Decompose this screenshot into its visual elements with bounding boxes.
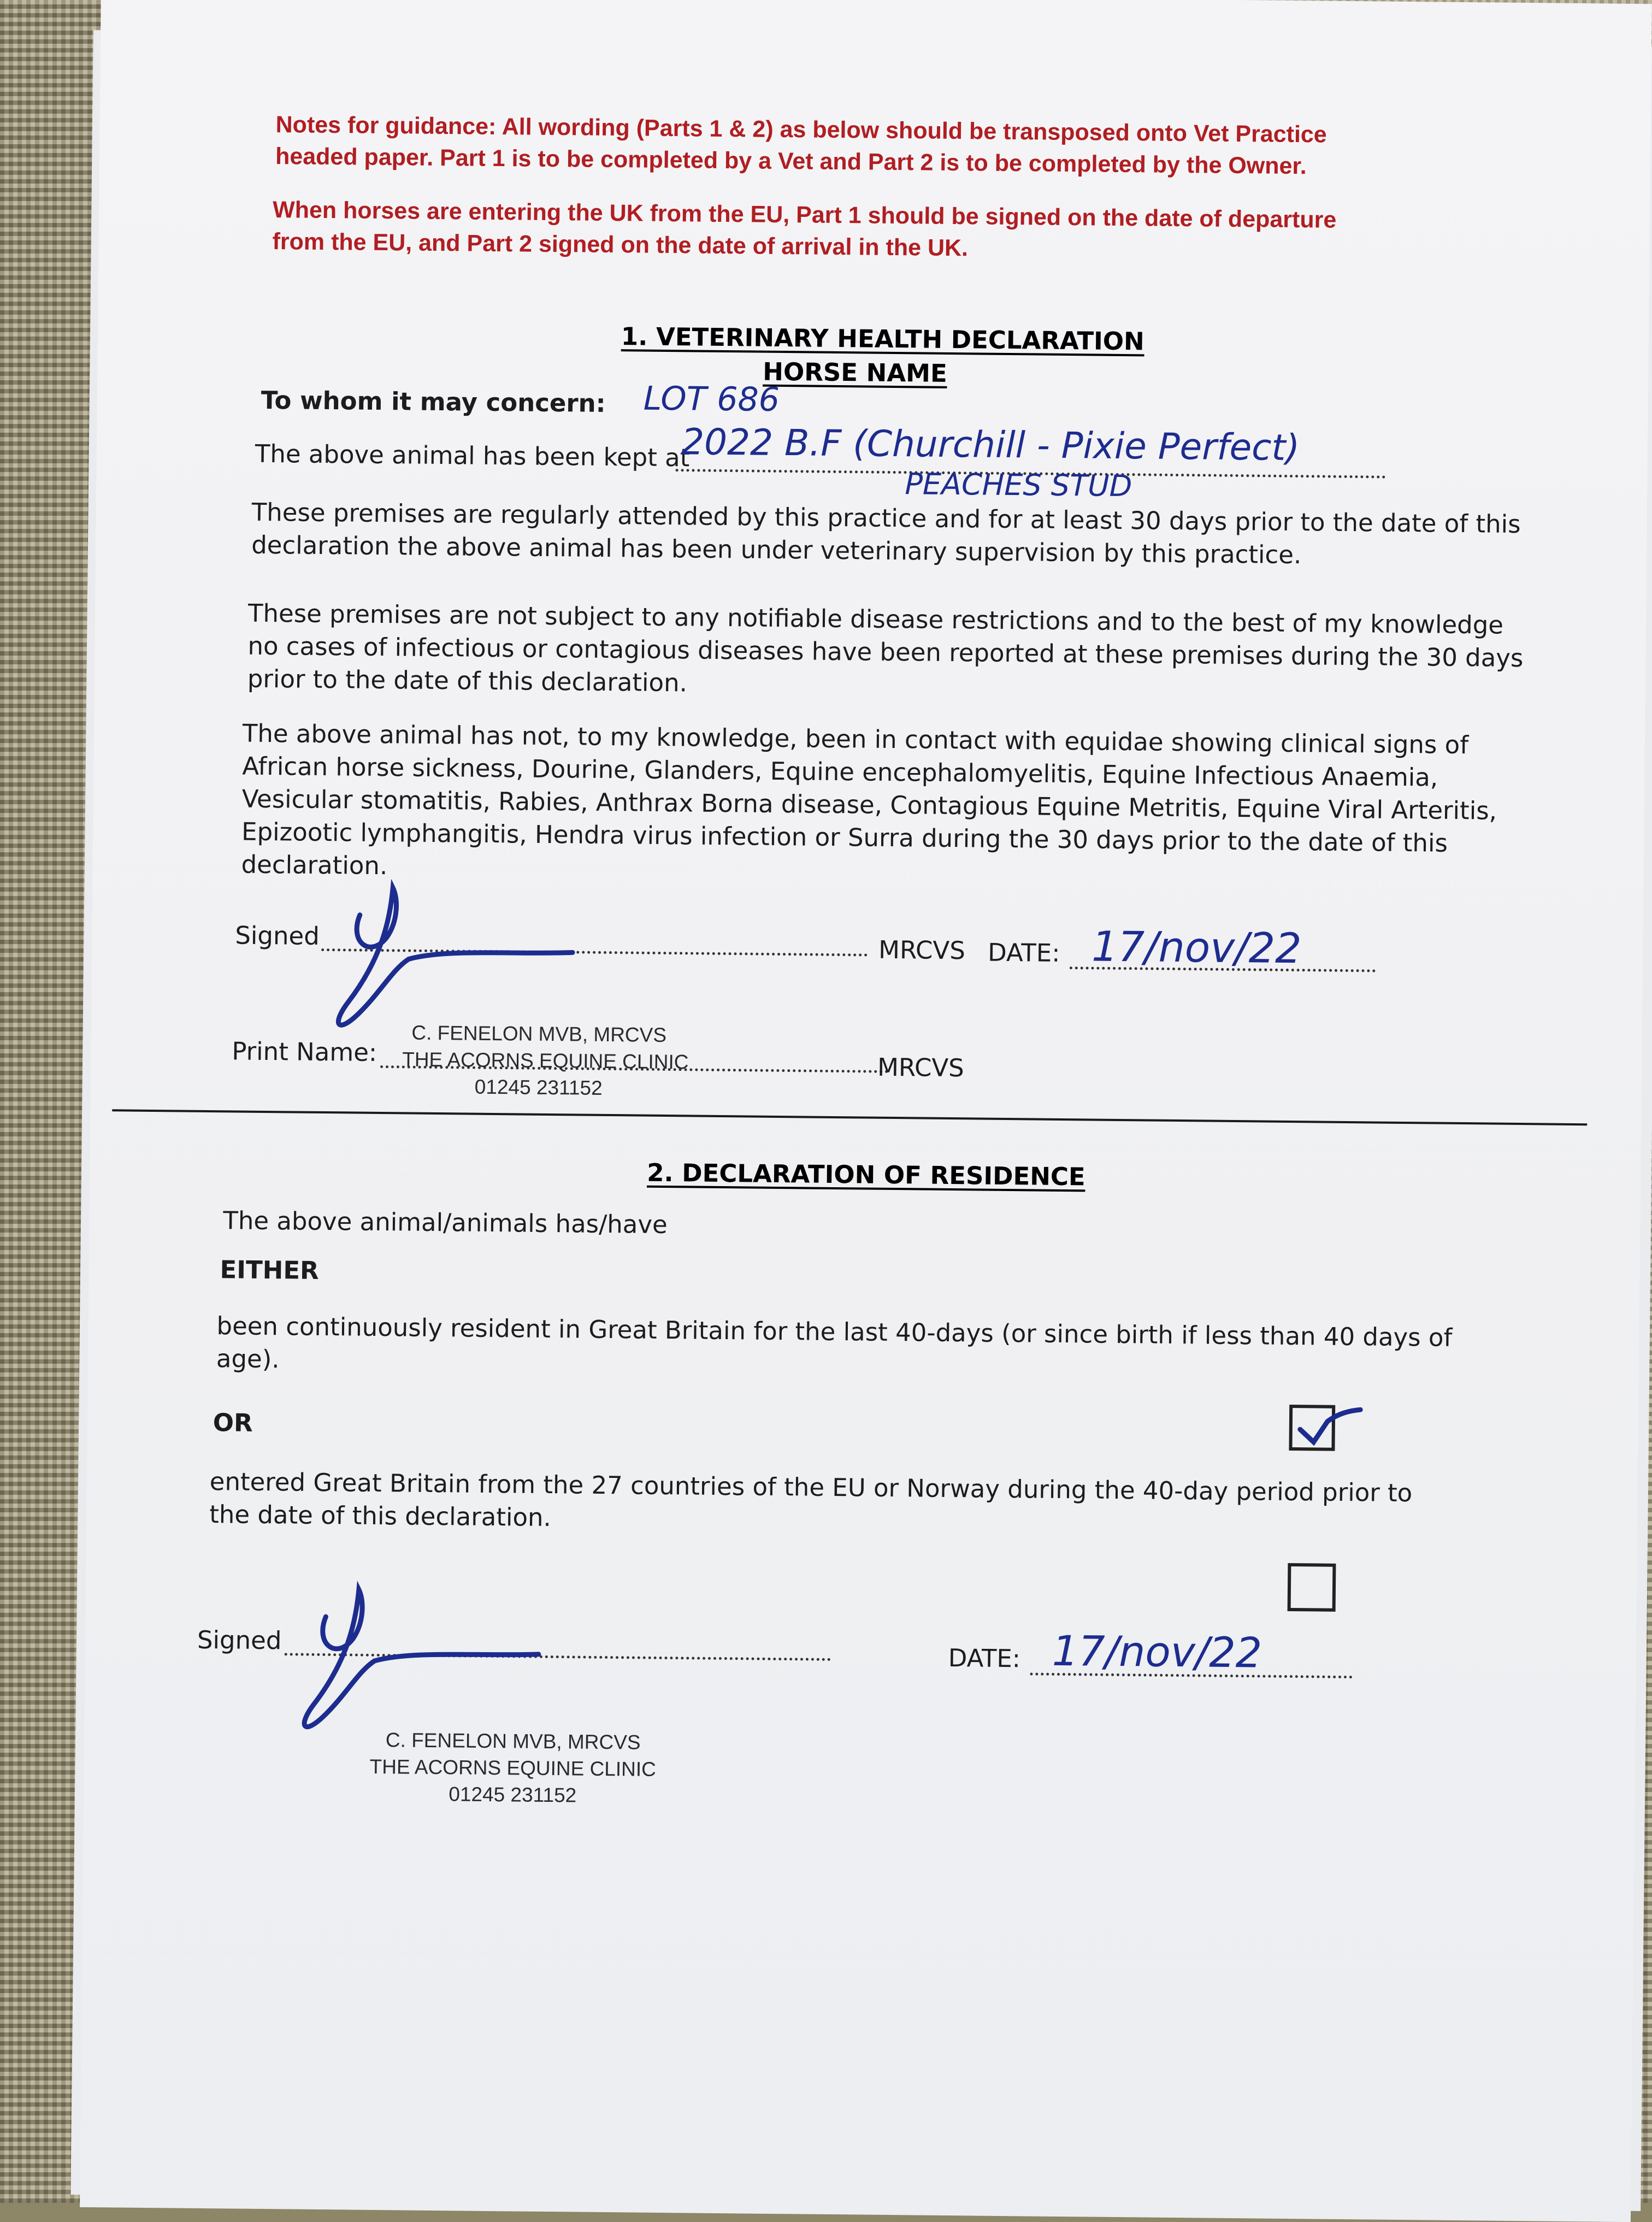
print-name-label: Print Name: bbox=[232, 1036, 377, 1067]
or-label: OR bbox=[213, 1408, 253, 1437]
paragraph-supervision bbox=[251, 496, 1521, 574]
paragraph-line: the date of this declaration. bbox=[209, 1500, 552, 1533]
paragraph-line: declaration. bbox=[241, 850, 388, 881]
option-2-checkbox[interactable] bbox=[1288, 1563, 1336, 1612]
mrcvs-label-2: MRCVS bbox=[877, 1052, 964, 1083]
vet-stamp bbox=[402, 1019, 689, 1102]
date-value: 17/nov/22 bbox=[1091, 922, 1302, 973]
document-page bbox=[80, 0, 1652, 2222]
option-2-text bbox=[209, 1465, 1413, 1542]
stamp-line: THE ACORNS EQUINE CLINIC bbox=[402, 1048, 689, 1074]
paragraph-restrictions bbox=[247, 597, 1524, 708]
signature-1 bbox=[315, 876, 579, 1038]
stamp-line: C. FENELON MVB, MRCVS bbox=[385, 1729, 641, 1754]
signed-label: Signed bbox=[235, 921, 320, 951]
part2-intro: The above animal/animals has/have bbox=[223, 1206, 668, 1240]
date-label: DATE: bbox=[987, 938, 1060, 968]
guidance-line: headed paper. Part 1 is to be completed by a Vet and Part 2 is to be completed by the Owner. bbox=[275, 143, 1307, 180]
stamp-line: C. FENELON MVB, MRCVS bbox=[411, 1021, 667, 1047]
vet-stamp-2 bbox=[359, 1726, 666, 1810]
signature-2 bbox=[281, 1578, 545, 1739]
paragraph-line: Epizootic lymphangitis, Hendra virus infection or Surra during the 30 days prior to the date of this bbox=[241, 817, 1448, 858]
paragraph-line: prior to the date of this declaration. bbox=[247, 664, 688, 698]
stamp-line: THE ACORNS EQUINE CLINIC bbox=[369, 1755, 657, 1781]
guidance-line: Notes for guidance: All wording (Parts 1 & 2) as below should be transposed onto Vet Practice bbox=[275, 111, 1327, 148]
guidance-line: from the EU, and Part 2 signed on the date of arrival in the UK. bbox=[272, 228, 969, 262]
stamp-line: 01245 231152 bbox=[474, 1075, 603, 1099]
paragraph-line: no cases of infectious or contagious diseases have been reported at these premises during the 30 days bbox=[247, 631, 1524, 673]
paragraph-line: The above animal has not, to my knowledge, been in contact with equidae showing clinical signs of bbox=[242, 718, 1469, 760]
part1-title: 1. VETERINARY HEALTH DECLARATION bbox=[621, 322, 1144, 356]
option-1-text bbox=[216, 1310, 1453, 1387]
section-divider bbox=[112, 1109, 1587, 1125]
paragraph-line: These premises are not subject to any notifiable disease restrictions and to the best of my knowledge bbox=[247, 598, 1504, 640]
horse-name-label: HORSE NAME bbox=[763, 357, 947, 388]
checkmark-icon bbox=[1289, 1399, 1366, 1454]
date-label-2: DATE: bbox=[948, 1643, 1021, 1673]
guidance-line: When horses are entering the UK from the EU, Part 1 should be signed on the date of departure bbox=[272, 197, 1337, 233]
paragraph-diseases bbox=[241, 717, 1497, 893]
guidance-notes bbox=[275, 109, 1327, 182]
kept-at-value: 2022 B.F (Churchill - Pixie Perfect) bbox=[681, 421, 1300, 469]
guidance-arrival bbox=[272, 194, 1336, 268]
paragraph-line: been continuously resident in Great Britain for the last 40-days (or since birth if less than 40 days of bbox=[216, 1311, 1453, 1352]
paragraph-line: Vesicular stomatitis, Rabies, Anthrax Borna disease, Contagious Equine Metritis, Equine Viral Arteritis, bbox=[241, 784, 1497, 826]
paragraph-line: entered Great Britain from the 27 countries of the EU or Norway during the 40-day period prior to bbox=[209, 1467, 1413, 1508]
signed-label-2: Signed bbox=[197, 1625, 282, 1655]
mrcvs-label: MRCVS bbox=[878, 935, 966, 965]
stamp-line: 01245 231152 bbox=[449, 1783, 577, 1807]
paragraph-line: African horse sickness, Dourine, Glanders, Equine encephalomyelitis, Equine Infectious Anaemia, bbox=[242, 751, 1438, 792]
to-whom-label: To whom it may concern: bbox=[261, 385, 606, 418]
kept-at-label: The above animal has been kept at bbox=[255, 439, 690, 473]
paragraph-line: declaration the above animal has been under veterinary supervision by this practice. bbox=[251, 530, 1302, 570]
paragraph-line: These premises are regularly attended by this practice and for at least 30 days prior to the date of this bbox=[251, 497, 1521, 539]
part2-title: 2. DECLARATION OF RESIDENCE bbox=[646, 1158, 1085, 1192]
kept-at-value-2: PEACHES STUD bbox=[905, 467, 1132, 504]
paragraph-line: age). bbox=[216, 1344, 280, 1374]
date-value-2: 17/nov/22 bbox=[1052, 1626, 1262, 1677]
horse-name-value: LOT 686 bbox=[643, 379, 780, 419]
either-label: EITHER bbox=[220, 1255, 319, 1285]
